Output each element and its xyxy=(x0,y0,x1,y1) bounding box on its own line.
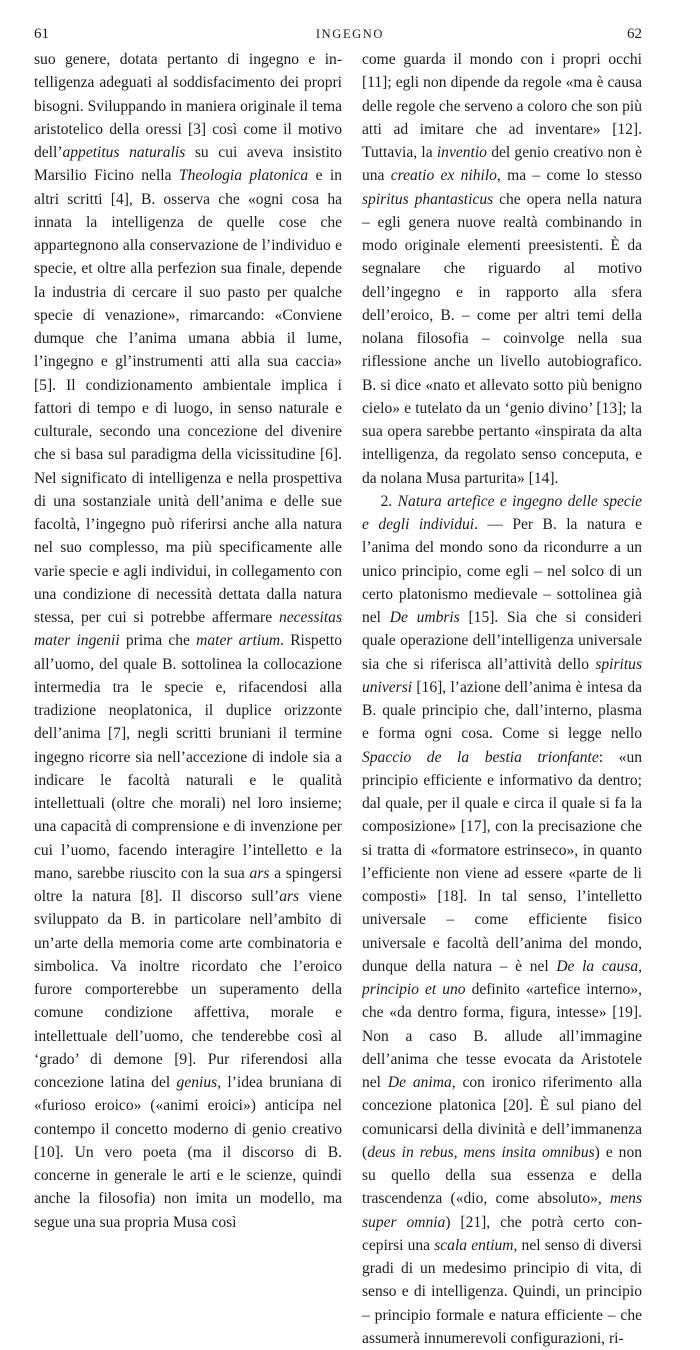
text-run: su cui aveva insistito Marsilio Ficino nella xyxy=(34,144,342,185)
italic-text: ars xyxy=(249,864,270,882)
italic-text: spiritus phantasticus xyxy=(362,190,494,208)
italic-text: deus in rebus, mens insita omnibus xyxy=(367,1143,595,1161)
text-run: . — Per B. la natura e l’anima del mondo sono da ricondurre a un unico principio, come egli – nel solco di un certo platonismo medievale – sottolinea già nel xyxy=(362,516,642,626)
text-run: , ma – come lo stesso xyxy=(496,167,642,185)
left-text-column xyxy=(34,48,343,1231)
text-run: che opera nella natura – egli genera nuove realtà combinando in modo originale elementi preesistenti. È da segnalare che riguardo al motivo dell’ingegno e in rapporto alla sfera dell’eroico, B. – come per altri temi della nolana filosofia – coinvolge nella sua riflessione anche un livello autobiografico. B. si dice «nato et allevato sotto più benigno cielo» e tutelato da un ‘genio divino’ [13]; la sua opera sarebbe pertanto «inspirata da alta intelligenza, da regolato senso conceputa, e da nolana Musa parturita» [14]. xyxy=(362,190,642,487)
text-run: [16], l’azione dell’anima è intesa da B. quale principio che, dall’interno, plasma e forma ogni cosa. Come si legge nello xyxy=(362,678,642,743)
text-run: , con ironico riferimento alla concezione platonica [20]. È sul piano del comunicarsi della divinità e dell’immanenza ( xyxy=(362,1074,642,1161)
italic-text: inventio xyxy=(436,144,487,161)
text-run: a spingersi oltre la natura [8]. Il discorso sull’ xyxy=(34,864,342,905)
page-number-left: 61 xyxy=(34,26,49,42)
italic-text: creatio ex nihilo xyxy=(390,167,497,185)
text-run: suo genere, dotata pertanto di ingegno e intelligenza adeguati al soddisfacimento dei propri bisogni. Sviluppando in maniera originale il tema aristotelico della oressi [3] così come il motivo dell’ xyxy=(34,51,342,161)
italic-text: mens super omnia xyxy=(362,1190,642,1231)
text-run: viene sviluppato da B. in particolare nell’ambito di un’arte della memoria come arte combinatoria e simbolica. Va inoltre ricordato che l’eroico furore comporterebbe un superamento della comune condizione affettiva, morale e intellettuale dell’uomo, che tenderebbe così al ‘grado’ di demone [9]. Pur riferendosi alla concezione latina del xyxy=(34,888,343,1091)
text-run: , nel senso di diversi gradi di un medesimo principio di vita, di senso e di intelligenza. Quindi, un principio – principio formale e natura efficiente – che assumerà innumerevoli configurazioni, ri- xyxy=(362,1236,642,1347)
text-run: [15]. Sia che si consideri quale operazione dell’intelligenza universale sia che si riferisca all’attività dello xyxy=(362,609,642,673)
paragraph xyxy=(34,48,342,1234)
text-run: ) e non su quello della sua essenza e della trascendenza («dio, come absoluto», xyxy=(362,1143,642,1208)
italic-text: appetitus naturalis xyxy=(62,144,186,161)
italic-text: Theologia platonica xyxy=(178,167,309,185)
italic-text: De umbris xyxy=(389,609,460,626)
text-run: come guarda il mondo con i propri occhi [11]; egli non dipende da regole «ma è causa delle regole che serveno a coloro che son più atti ad imitare che ad inventare» [12]. Tuttavia, la xyxy=(362,51,642,161)
text-run: , l’idea bruniana di «furioso eroico» («animi eroici») anticipa nel contempo il concetto moderno di genio creativo [10]. Un vero poeta (ma il discorso di B. concerne in generale le arti e le scienze, quindi anche la filosofia) non imita un modello, ma segue una sua propria Musa così xyxy=(34,1074,342,1231)
paragraph xyxy=(362,490,642,1350)
italic-text: necessitas mater ingenii xyxy=(34,609,342,650)
page-number-right: 62 xyxy=(627,26,642,42)
right-text-column xyxy=(362,48,642,1347)
italic-text: spiritus universi xyxy=(362,655,642,696)
page-header xyxy=(0,26,700,46)
text-run: 2. xyxy=(380,492,398,510)
italic-text: Natura artefice e ingegno delle specie e degli individui xyxy=(362,492,642,533)
italic-text: De la causa, principio et uno xyxy=(362,957,642,998)
paragraph xyxy=(362,48,642,490)
italic-text: scala entium xyxy=(434,1236,514,1254)
italic-text: genius xyxy=(176,1074,218,1091)
italic-text: Spaccio de la bestia trionfante xyxy=(362,748,599,766)
italic-text: De anima xyxy=(387,1074,452,1091)
text-run: ) [21], che potrà certo concepirsi una xyxy=(362,1213,642,1254)
text-run: del genio creativo non è una xyxy=(362,144,642,185)
italic-text: ars xyxy=(279,888,300,905)
text-run: e in altri scritti [4], B. osserva che «ogni cosa ha innata la intelligenza de quelle cose che appartegnono alla conservazione de l’individuo e specie, et oltre alla perfezion sua finale, depende la industria di cercare il suo pasto per qualche specie di venazione», rimarcando: «Conviene dumque che l’anima umana abbia il lume, l’ingegno e gl’instrumenti atti alla sua caccia» [5]. Il condizionamento ambientale implica i fattori di tempo e di luogo, in senso naturale e culturale, secondo una concezione del divenire che si basa sul paradigma della vicissitudine [6]. Nel significato di intelligenza e nella prospettiva di una sostanziale unità dell’anima e delle sue facoltà, l’ingegno può riferirsi anche alla natura nel suo complesso, ma più specificamente alle varie specie e agli individui, in collegamento con una condizione di necessità dettata dalla natura stessa, per cui si potrebbe affermare xyxy=(34,167,342,626)
italic-text: mater artium xyxy=(196,632,281,650)
text-run: definito «artefice interno», che «da dentro forma, figura, intesse» [19]. Non a caso B. allude all’immagine dell’anima che tesse evocata da Aristotele nel xyxy=(362,981,642,1091)
text-run: prima che xyxy=(119,632,197,650)
text-run: . Rispetto all’uomo, del quale B. sottolinea la collocazione intermedia tra le specie e, rifacendosi alla tradizione neoplatonica, il duplice orizzonte dell’anima [7], negli scritti bruniani il termine ingegno ricorre sia nell’accezione di indole sia a indicare le facoltà naturali e le qualità intellettuali (oltre che morali) nel loro insieme; una capacità di comprensione e di invenzione per cui l’uomo, facendo interagire l’intelletto e la mano, sarebbe riuscito con la sua xyxy=(34,632,343,882)
running-title: INGEGNO xyxy=(315,27,385,41)
text-run: : «un principio efficiente e informativo da dentro; dal quale, per il quale e circa il quale si fa la composizione» [17], con la precisazione che si tratta di «formatore estrinseco», in quanto l’efficiente non viene ad essere «parte de li composti» [18]. In tal senso, l’intelletto universale – come efficiente fisico universale e facoltà dell’anima del mondo, dunque della natura – è nel xyxy=(362,748,642,975)
